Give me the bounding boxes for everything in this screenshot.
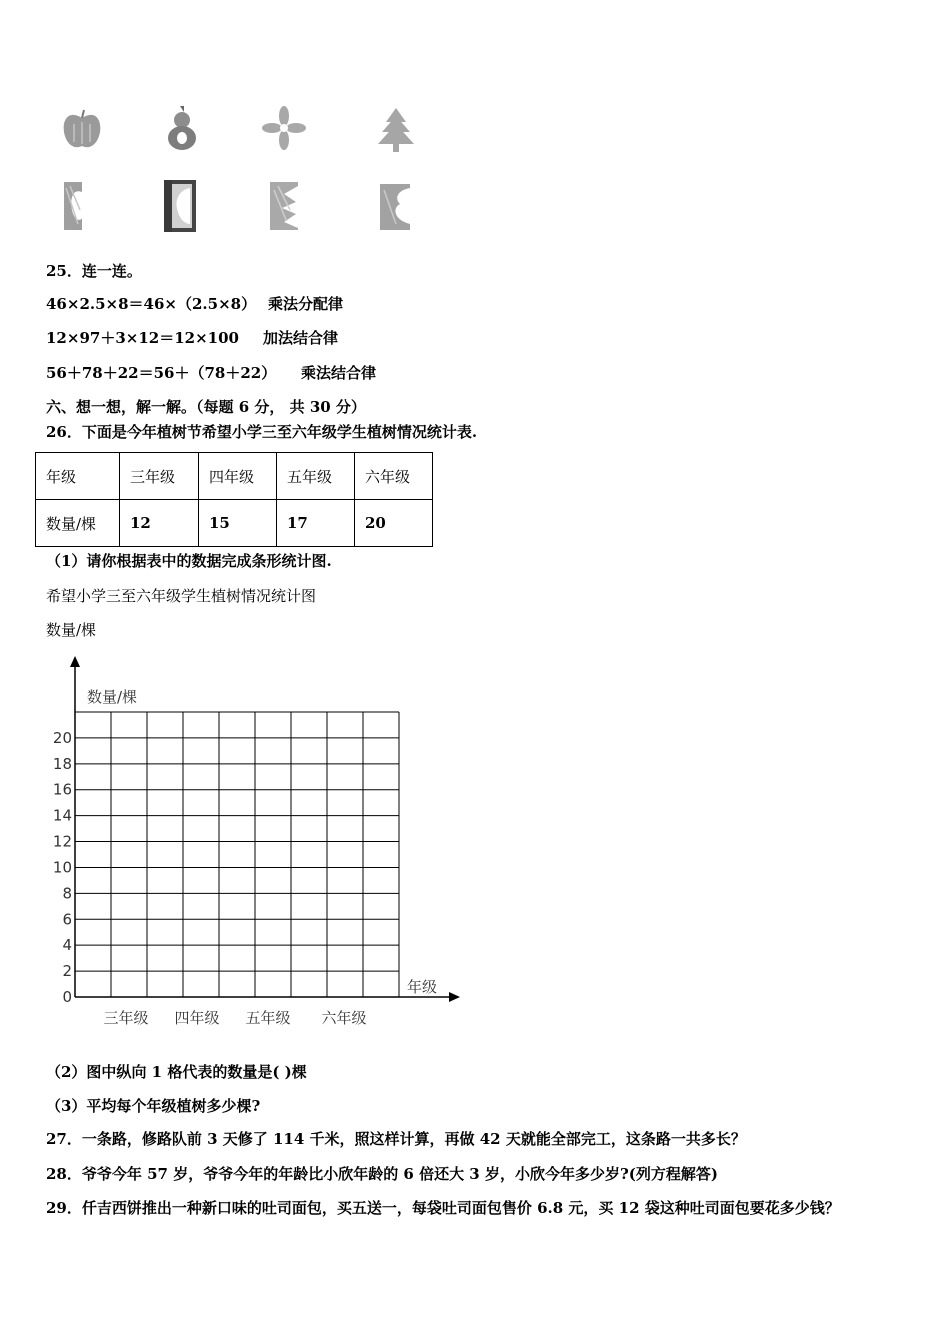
table-cell: 12 [120, 500, 199, 547]
table-cell: 数量/棵 [36, 500, 120, 547]
tree-cutout-icon [374, 180, 418, 232]
q27-text: 27．一条路，修路队前 3 天修了 114 千米，照这样计算，再做 42 天就能全部完工，这条路一共多长？ [46, 1130, 746, 1148]
q25-expr-1: 46×2.5×8＝46×（2.5×8） [46, 295, 257, 313]
section6-title: 六、想一想，解一解。（每题 6 分， 共 30 分） [46, 398, 366, 416]
x-category-label: 六年级 [321, 1009, 367, 1027]
y-tick-label: 18 [52, 754, 72, 773]
gourd-shape-icon [160, 104, 204, 156]
q26-part2: （2）图中纵向 1 格代表的数量是( )棵 [46, 1063, 307, 1081]
apple-cutout-icon [60, 180, 104, 232]
q26-part3: （3）平均每个年级植树多少棵? [46, 1097, 261, 1115]
table-cell: 四年级 [199, 453, 277, 500]
q25-law-2: 加法结合律 [263, 329, 339, 347]
q25-law-3: 乘法结合律 [301, 364, 377, 382]
tree-shape-icon [374, 104, 418, 156]
table-cell: 年级 [36, 453, 120, 500]
chart-ylabel: 数量/棵 [87, 688, 138, 706]
table-cell: 15 [199, 500, 277, 547]
flower-shape-icon [262, 104, 306, 156]
x-category-label: 三年级 [103, 1009, 149, 1027]
y-tick-label: 4 [62, 936, 72, 955]
y-tick-label: 10 [52, 858, 72, 877]
q28-text: 28．爷爷今年 57 岁，爷爷今年的年龄比小欣年龄的 6 倍还大 3 岁，小欣今年多少岁?(列方程解答) [46, 1165, 718, 1183]
stats-table [35, 452, 433, 547]
x-category-label: 四年级 [174, 1009, 220, 1027]
q26-title: 26．下面是今年植树节希望小学三至六年级学生植树情况统计表. [46, 423, 478, 441]
x-category-labels [103, 1009, 366, 1027]
table-cell: 六年级 [355, 453, 433, 500]
q26-part1: （1）请你根据表中的数据完成条形统计图. [46, 552, 332, 570]
chart-title-text: 希望小学三至六年级学生植树情况统计图 [46, 587, 317, 605]
table-row [36, 500, 433, 547]
x-axis-arrow [449, 992, 460, 1002]
q25-law-1: 乘法分配律 [268, 295, 344, 313]
y-tick-label: 0 [62, 988, 72, 1006]
y-tick-label: 12 [52, 832, 72, 851]
y-tick-label: 14 [52, 806, 72, 825]
y-tick-label: 8 [62, 884, 72, 903]
table-cell: 三年级 [120, 453, 199, 500]
q25-title: 25．连一连。 [46, 262, 142, 280]
table-cell: 17 [277, 500, 355, 547]
q25-expr-3: 56＋78＋22＝56＋（78＋22） [46, 364, 277, 382]
table-cell: 五年级 [277, 453, 355, 500]
table-row [36, 453, 433, 500]
q25-expr-2: 12×97＋3×12＝12×100 [46, 329, 239, 347]
gourd-cutout-icon [160, 180, 204, 232]
table-cell: 20 [355, 500, 433, 547]
flower-cutout-icon [266, 180, 310, 232]
q29-text: 29．仟吉西饼推出一种新口味的吐司面包，买五送一，每袋吐司面包售价 6.8 元，买 12 袋这种吐司面包要花多少钱？ [46, 1199, 840, 1217]
y-tick-label: 6 [62, 910, 72, 929]
y-tick-label: 20 [52, 728, 72, 747]
y-axis-arrow [70, 656, 80, 667]
y-tick-labels [53, 729, 72, 1006]
apple-shape-icon [60, 104, 104, 156]
chart-grid [75, 712, 399, 997]
chart-unit-text: 数量/棵 [46, 621, 97, 639]
x-category-label: 五年级 [245, 1009, 291, 1027]
y-tick-label: 16 [52, 780, 72, 799]
bar-chart [40, 650, 480, 1040]
chart-xlabel: 年级 [407, 978, 438, 996]
y-tick-label: 2 [62, 962, 72, 981]
